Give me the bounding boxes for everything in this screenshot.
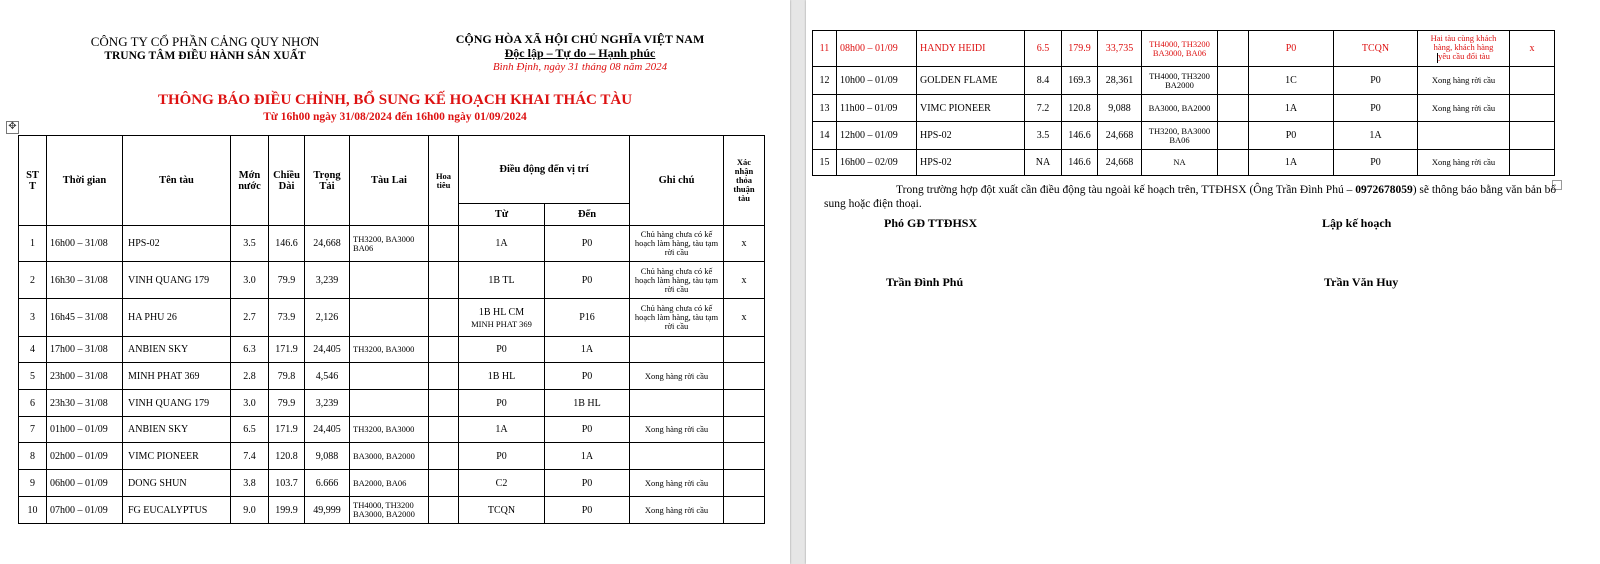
table-row [813,122,1555,150]
col-from: Từ [459,204,545,226]
cell-from: P0 [1249,122,1334,150]
cell-from: 1A [459,226,545,262]
cell-length: 169.3 [1062,67,1098,95]
cell-note [630,390,724,417]
cell-stt: 11 [813,31,837,67]
cell-confirm: x [1510,31,1555,67]
cell-pilot [1218,67,1249,95]
cell-pilot [429,443,459,470]
cell-note-line2 [1421,52,1506,62]
col-draft: Mớn nước [231,136,269,226]
cell-time: 11h00 – 01/09 [837,95,917,122]
cell-pilot [429,226,459,262]
cell-time: 06h00 – 01/09 [47,470,123,497]
cell-draft: 7.4 [231,443,269,470]
cell-to: P0 [1334,67,1418,95]
cell-stt: 8 [19,443,47,470]
cell-confirm [1510,67,1555,95]
cell-stt: 2 [19,262,47,299]
ship-schedule-table [18,135,765,524]
nation-motto: Độc lập – Tự do – Hạnh phúc [504,46,656,60]
cell-draft: NA [1025,150,1062,176]
table-row [813,150,1555,176]
nation-name: CỘNG HÒA XÃ HỘI CHỦ NGHĨA VIỆT NAM [455,32,705,46]
cell-draft: 3.5 [231,226,269,262]
cell-tug: TH4000, TH3200 BA3000, BA06 [1142,31,1218,67]
cell-tug: TH3200, BA3000 [350,337,429,363]
cell-tonnage: 3,239 [305,390,350,417]
cell-to: P16 [545,299,630,337]
cell-tug: TH3200, BA3000 [350,417,429,443]
cell-stt: 14 [813,122,837,150]
cell-ship-name: DONG SHUN [123,470,231,497]
table-row [19,497,765,524]
cell-draft: 3.5 [1025,122,1062,150]
col-note: Ghi chú [630,136,724,226]
cell-ship-name: GOLDEN FLAME [917,67,1025,95]
cell-confirm: x [724,299,765,337]
cell-note[interactable] [1418,31,1510,67]
col-to: Đến [545,204,630,226]
cell-draft: 3.0 [231,262,269,299]
cell-stt: 3 [19,299,47,337]
cell-confirm [724,363,765,390]
cell-length: 146.6 [1062,150,1098,176]
cell-length: 103.7 [269,470,305,497]
cell-to: P0 [545,417,630,443]
cell-to: P0 [545,363,630,390]
cell-tug [350,363,429,390]
col-tonnage: Trọng Tải [305,136,350,226]
cell-length: 199.9 [269,497,305,524]
cell-tonnage: 24,405 [305,417,350,443]
cell-note: Xong hàng rời cầu [630,363,724,390]
cell-tonnage: 24,405 [305,337,350,363]
document-subtitle: Từ 16h00 ngày 31/08/2024 đến 16h00 ngày 01/09/2024 [263,111,527,123]
cell-tonnage: 49,999 [305,497,350,524]
cell-draft: 9.0 [231,497,269,524]
cell-to: 1A [545,443,630,470]
cell-ship-name: VIMC PIONEER [123,443,231,470]
cell-note: Xong hàng rời cầu [1418,95,1510,122]
cell-stt: 12 [813,67,837,95]
cell-from: P0 [459,390,545,417]
cell-from: C2 [459,470,545,497]
col-length: Chiều Dài [269,136,305,226]
cell-draft: 3.0 [231,390,269,417]
cell-note: Chủ hàng chưa có kế hoạch làm hàng, tàu tạm rời cầu [630,299,724,337]
cell-tonnage: 24,668 [1098,122,1142,150]
footnote-paragraph [824,183,1564,211]
cell-pilot [429,470,459,497]
cell-tonnage: 4,546 [305,363,350,390]
col-ship-name: Tên tàu [123,136,231,226]
table-row [19,299,765,337]
cell-length: 120.8 [269,443,305,470]
cell-tug: BA3000, BA2000 [350,443,429,470]
cell-from: 1A [459,417,545,443]
cell-length: 73.9 [269,299,305,337]
cell-note-line1: Hai tàu cùng khách hàng, khách hàng [1430,33,1497,53]
cell-to: P0 [1334,95,1418,122]
cell-note: Xong hàng rời cầu [630,470,724,497]
col-move-to: Điều động đến vị trí [459,136,630,204]
cell-note [1418,122,1510,150]
table-row [813,67,1555,95]
cell-stt: 15 [813,150,837,176]
cell-time: 10h00 – 01/09 [837,67,917,95]
cell-ship-name: HA PHU 26 [123,299,231,337]
cell-confirm [724,337,765,363]
cell-pilot [1218,150,1249,176]
cell-from: 1B TL [459,262,545,299]
cell-tonnage: 24,668 [1098,150,1142,176]
cell-length: 146.6 [269,226,305,262]
cell-stt: 5 [19,363,47,390]
cell-length: 171.9 [269,337,305,363]
cell-confirm [724,417,765,443]
cell-pilot [429,299,459,337]
cell-confirm: x [724,262,765,299]
cell-from: 1A [1249,95,1334,122]
cell-ship-name: FG EUCALYPTUS [123,497,231,524]
table-row [19,470,765,497]
cell-length: 179.9 [1062,31,1098,67]
table-row [19,262,765,299]
cell-to: P0 [545,262,630,299]
document-date: Bình Định, ngày 31 tháng 08 năm 2024 [492,61,668,73]
cell-from-line1: 1B HL CM [478,306,525,318]
cell-pilot [429,417,459,443]
cell-time: 07h00 – 01/09 [47,497,123,524]
cell-pilot [1218,95,1249,122]
col-pilot: Hoa tiêu [429,136,459,226]
cell-note: Xong hàng rời cầu [630,417,724,443]
table-row [19,226,765,262]
signature-left-title: Phó GĐ TTĐHSX [884,216,978,230]
cell-from: P0 [459,337,545,363]
national-header [430,32,730,74]
cell-length: 79.8 [269,363,305,390]
document-page-1 [0,0,790,564]
cell-length: 120.8 [1062,95,1098,122]
col-tug: Tàu Lai [350,136,429,226]
cell-draft: 6.3 [231,337,269,363]
table-row [813,31,1555,67]
cell-to: P0 [545,226,630,262]
cell-draft: 6.5 [1025,31,1062,67]
cell-draft: 8.4 [1025,67,1062,95]
cell-ship-name: HPS-02 [917,122,1025,150]
cell-to: P0 [545,470,630,497]
cell-from: 1B HL [459,363,545,390]
col-confirm: Xác nhận thỏa thuận tàu [724,136,765,226]
cell-time: 16h00 – 31/08 [47,226,123,262]
cell-tug: TH4000, TH3200 BA3000, BA2000 [350,497,429,524]
cell-draft: 2.7 [231,299,269,337]
cell-note: Chủ hàng chưa có kế hoạch làm hàng, tàu tạm rời cầu [630,262,724,299]
cell-ship-name: MINH PHAT 369 [123,363,231,390]
cell-time: 17h00 – 31/08 [47,337,123,363]
cell-ship-name: VINH QUANG 179 [123,262,231,299]
col-stt: ST T [19,136,47,226]
table-row [19,363,765,390]
cell-confirm [724,470,765,497]
cell-tug [350,390,429,417]
cell-tonnage: 6.666 [305,470,350,497]
cell-pilot [429,337,459,363]
document-page-2 [806,0,1600,564]
cell-stt: 10 [19,497,47,524]
cell-pilot [1218,122,1249,150]
cell-tug: TH3200, BA3000 BA06 [350,226,429,262]
signature-left-name: Trần Đình Phú [886,275,964,289]
cell-time: 02h00 – 01/09 [47,443,123,470]
cell-time: 08h00 – 01/09 [837,31,917,67]
cell-ship-name: VINH QUANG 179 [123,390,231,417]
cell-to: TCQN [1334,31,1418,67]
cell-draft: 2.8 [231,363,269,390]
cell-tug [350,299,429,337]
cell-stt: 1 [19,226,47,262]
cell-confirm [1510,150,1555,176]
table-move-handle-icon[interactable]: ✥ [6,121,19,134]
table-row [19,390,765,417]
company-name: CÔNG TY CỔ PHẦN CẢNG QUY NHƠN [90,34,320,49]
cell-tug: BA3000, BA2000 [1142,95,1218,122]
cell-tonnage: 2,126 [305,299,350,337]
cell-ship-name: VIMC PIONEER [917,95,1025,122]
cell-from: TCQN [459,497,545,524]
cell-tonnage: 9,088 [1098,95,1142,122]
cell-ship-name: HPS-02 [123,226,231,262]
signature-right-title: Lập kế hoạch [1322,216,1392,230]
cell-note: Chủ hàng chưa có kế hoạch làm hàng, tàu tạm rời cầu [630,226,724,262]
cell-pilot [429,390,459,417]
cell-tug [350,262,429,299]
cell-note: Xong hàng rời cầu [630,497,724,524]
cell-tonnage: 24,668 [305,226,350,262]
cell-from: P0 [459,443,545,470]
cell-time: 12h00 – 01/09 [837,122,917,150]
cell-from [459,299,545,337]
cell-length: 146.6 [1062,122,1098,150]
table-row [813,95,1555,122]
cell-confirm [724,390,765,417]
cell-to: 1B HL [545,390,630,417]
cell-from-line2: MINH PHAT 369 [471,318,532,329]
cell-time: 23h30 – 31/08 [47,390,123,417]
cell-time: 23h00 – 31/08 [47,363,123,390]
table-row [19,443,765,470]
cell-ship-name: HPS-02 [917,150,1025,176]
cell-from: 1A [1249,150,1334,176]
cell-stt: 13 [813,95,837,122]
cell-time: 16h45 – 31/08 [47,299,123,337]
cell-stt: 6 [19,390,47,417]
cell-time: 16h30 – 31/08 [47,262,123,299]
cell-from: 1C [1249,67,1334,95]
cell-pilot [1218,31,1249,67]
cell-tug: TH4000, TH3200 BA2000 [1142,67,1218,95]
cell-draft: 7.2 [1025,95,1062,122]
cell-length: 79.9 [269,390,305,417]
col-time: Thời gian [47,136,123,226]
cell-stt: 7 [19,417,47,443]
footnote-phone: 0972678059 [1355,184,1413,196]
cell-confirm [1510,122,1555,150]
cell-tonnage: 28,361 [1098,67,1142,95]
cell-pilot [429,497,459,524]
cell-tug: BA2000, BA06 [350,470,429,497]
cell-confirm [724,497,765,524]
cell-note [630,443,724,470]
cell-note: Xong hàng rời cầu [1418,67,1510,95]
cell-tonnage: 33,735 [1098,31,1142,67]
cell-stt: 4 [19,337,47,363]
cell-pilot [429,363,459,390]
cell-note [630,337,724,363]
cell-note-line2-text: yêu cầu đổi tàu [1438,51,1490,62]
cell-ship-name: HANDY HEIDI [917,31,1025,67]
cell-tonnage: 9,088 [305,443,350,470]
cell-confirm [1510,95,1555,122]
cell-length: 171.9 [269,417,305,443]
cell-confirm: x [724,226,765,262]
cell-tonnage: 3,239 [305,262,350,299]
document-title: THÔNG BÁO ĐIỀU CHỈNH, BỔ SUNG KẾ HOẠCH KHAI THÁC TÀU [157,92,633,108]
cell-stt: 9 [19,470,47,497]
footnote-text-before: Trong trường hợp đột xuất cần điều động tàu ngoài kế hoạch trên, TTĐHSX (Ông Trần Đình Phú – [896,184,1356,196]
cell-length: 79.9 [269,262,305,299]
ship-schedule-table-continued [812,30,1555,176]
cell-confirm [724,443,765,470]
cell-time: 16h00 – 02/09 [837,150,917,176]
cell-tug: TH3200, BA3000 BA06 [1142,122,1218,150]
signature-right-name: Trần Văn Huy [1324,275,1399,289]
table-row [19,337,765,363]
cell-tug: NA [1142,150,1218,176]
cell-time: 01h00 – 01/09 [47,417,123,443]
footnote-text-after: ) sẽ thông báo bằng văn bản bổ sung hoặc điện thoại. [824,184,1557,210]
cell-pilot [429,262,459,299]
cell-to: 1A [545,337,630,363]
cell-to: P0 [1334,150,1418,176]
company-header [80,34,330,64]
company-department: TRUNG TÂM ĐIỀU HÀNH SẢN XUẤT [104,50,306,62]
cell-ship-name: ANBIEN SKY [123,417,231,443]
cell-note: Xong hàng rời cầu [1418,150,1510,176]
cell-from: P0 [1249,31,1334,67]
cell-draft: 3.8 [231,470,269,497]
cell-to: 1A [1334,122,1418,150]
cell-draft: 6.5 [231,417,269,443]
cell-ship-name: ANBIEN SKY [123,337,231,363]
cell-to: P0 [545,497,630,524]
table-row [19,417,765,443]
